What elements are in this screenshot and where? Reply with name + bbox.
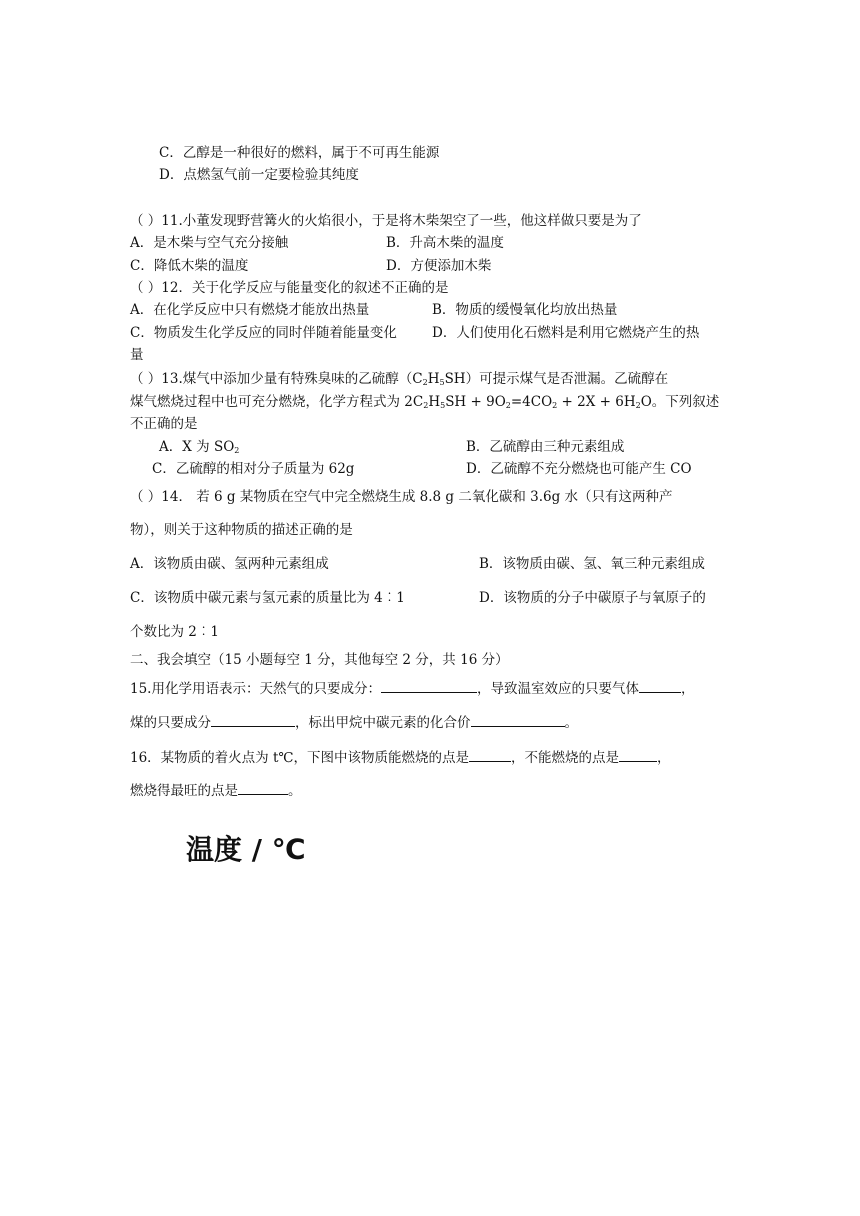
q14-option-d: D．该物质的分子中碳原子与氧原子的 [479,590,706,606]
q15-blank-natural-gas[interactable] [381,678,477,693]
q14-option-d-continued: 个数比为 2︰1 [130,624,219,640]
section-heading: 二、我会填空（15 小题每空 1 分，其他每空 2 分，共 16 分） [130,652,509,668]
q13-equation-line: 煤气燃烧过程中也可充分燃烧，化学方程式为 $2C_2H_5SH + 9O_2=4CO_2 + 2X + 6H_2O$。下列叙述 [130,394,720,410]
q15-blank-greenhouse-gas[interactable] [639,678,681,693]
q10-option-d: D．点燃氢气前一定要检验其纯度 [159,167,359,183]
q11-option-c: C．降低木柴的温度 [130,258,249,274]
q13-option-d: D．乙硫醇不充分燃烧也可能产生 CO [466,461,692,477]
q13-option-c: C．乙硫醇的相对分子质量为 62g [152,461,355,477]
q11-option-a: A．是木柴与空气充分接触 [130,235,289,251]
q16-blank-cannot-burn[interactable] [619,747,657,762]
q13-stem-end: 不正确的是 [130,416,198,432]
q12-option-d: D．人们使用化石燃料是利用它燃烧产生的热 [432,325,700,341]
figure-axis-label: 温度 / ℃ [186,833,306,866]
q14-option-a: A．该物质由碳、氢两种元素组成 [130,556,329,572]
q11-stem: （ ）11.小董发现野营篝火的火焰很小，于是将木柴架空了一些，他这样做只要是为了 [130,213,642,229]
q16-line-2: 燃烧得最旺的点是 。 [130,780,302,801]
q16-blank-most-vigorous[interactable] [238,780,288,795]
q12-option-c: C．物质发生化学反应的同时伴随着能量变化 [130,325,397,341]
q10-option-c: C．乙醇是一种很好的燃料，属于不可再生能源 [159,145,440,161]
q11-option-b: B．升高木柴的温度 [386,235,504,251]
q13-option-a: A．X 为 $SO_2$ [159,439,240,455]
q11-option-d: D．方便添加木柴 [386,258,492,274]
q15-line-2: 煤的只要成分 ，标出甲烷中碳元素的化合价 。 [130,712,578,733]
q16-line-1: 16．某物质的着火点为 t℃，下图中该物质能燃烧的点是 ，不能燃烧的点是 ， [130,747,671,768]
q14-option-c: C．该物质中碳元素与氢元素的质量比为 4︰1 [130,590,405,606]
q12-option-b: B．物质的缓慢氧化均放出热量 [432,302,618,318]
q15-blank-valence[interactable] [471,712,565,727]
q15-line-1: 15.用化学用语表示：天然气的只要成分： ，导致温室效应的只要气体 ， [130,678,694,699]
q14-stem-continued: 物），则关于这种物质的描述正确的是 [130,522,353,538]
q14-stem: （ ）14． 若 6 g 某物质在空气中完全燃烧生成 8.8 g 二氧化碳和 3.6g 水（只有这两种产 [130,489,673,505]
q15-blank-coal[interactable] [211,712,295,727]
q13-option-b: B．乙硫醇由三种元素组成 [466,439,625,455]
q16-blank-can-burn[interactable] [469,747,511,762]
q12-option-a: A．在化学反应中只有燃烧才能放出热量 [130,302,370,318]
q12-stem: （ ）12．关于化学反应与能量变化的叙述不正确的是 [130,280,449,296]
q14-option-b: B．该物质由碳、氢、氧三种元素组成 [479,556,705,572]
q12-option-d-continued: 量 [130,347,144,363]
q13-stem: （ ）13.煤气中添加少量有特殊臭味的乙硫醇$(C_2H_5SH)$可提示煤气是否泄漏。乙硫醇在 [130,371,669,387]
